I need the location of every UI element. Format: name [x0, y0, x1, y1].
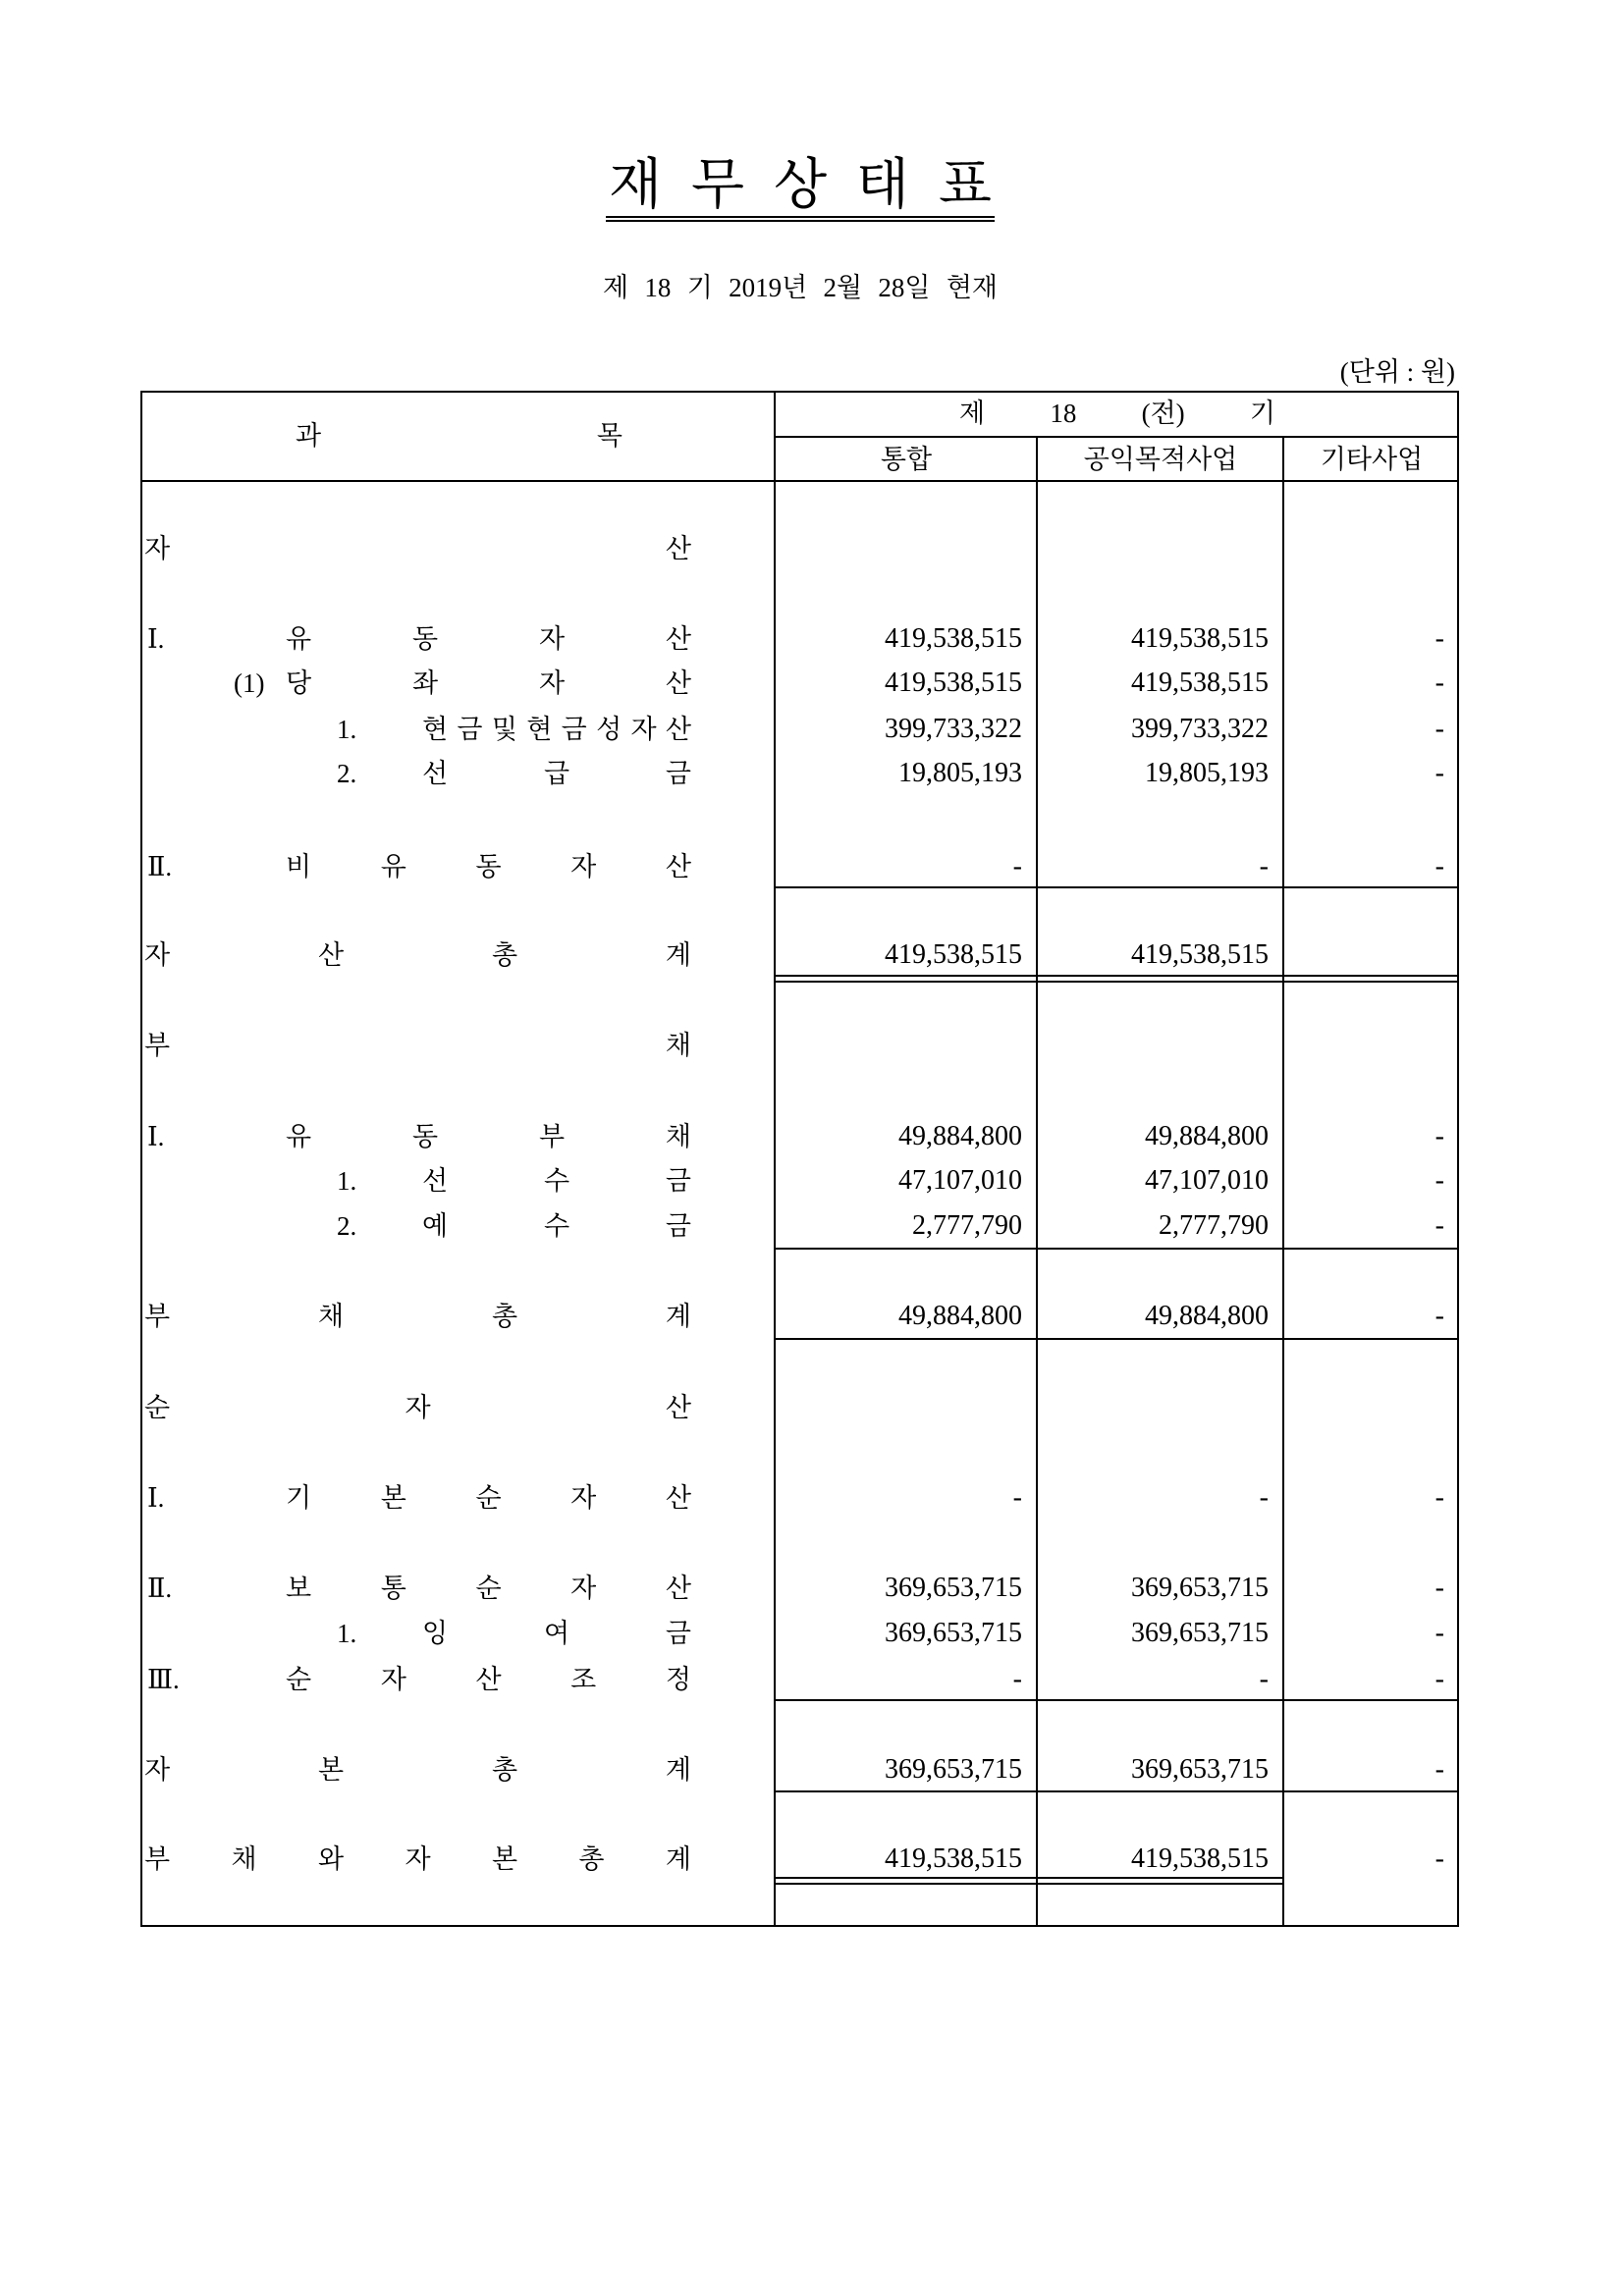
- header-period: 제 18 (전) 기: [959, 399, 1275, 428]
- grand-total-double-rule: [775, 1883, 1284, 1885]
- value-other: -: [1435, 1121, 1444, 1151]
- value-public-purpose: 2,777,790: [1159, 1210, 1269, 1241]
- value-other: -: [1435, 1482, 1444, 1513]
- value-public-purpose: 369,653,715: [1131, 1754, 1269, 1785]
- table-row: [0, 1117, 1624, 1156]
- header-column-other: 기타사업: [1320, 445, 1424, 474]
- value-public-purpose: 419,538,515: [1131, 667, 1269, 698]
- table-row: [0, 1161, 1624, 1201]
- table-row: [0, 710, 1624, 749]
- row-label: 부 채 와 자 본 총 계: [144, 1844, 691, 1874]
- value-public-purpose: -: [1259, 1664, 1269, 1694]
- value-total: 49,884,800: [898, 1301, 1022, 1331]
- row-label: 유 동 자 산: [286, 624, 691, 654]
- row-label: 순 자 산: [144, 1393, 691, 1422]
- row-label: 자 산: [144, 534, 691, 563]
- header-column-public-purpose: 공익목적사업: [1083, 445, 1238, 474]
- value-public-purpose: 49,884,800: [1145, 1121, 1269, 1151]
- header-divider: [775, 436, 1459, 438]
- value-other: -: [1435, 1210, 1444, 1241]
- table-row: [0, 1840, 1624, 1879]
- value-public-purpose: 369,653,715: [1131, 1573, 1269, 1603]
- row-label: 기 본 순 자 산: [286, 1483, 691, 1513]
- value-other: -: [1435, 1165, 1444, 1196]
- value-total: 49,884,800: [898, 1121, 1022, 1151]
- row-number: Ⅰ.: [147, 624, 165, 654]
- row-label: 자 산 총 계: [144, 940, 691, 970]
- value-total: 419,538,515: [885, 667, 1022, 698]
- value-total: 419,538,515: [885, 1843, 1022, 1874]
- document-subtitle: 제 18 기 2019년 2월 28일 현재: [603, 273, 998, 302]
- total-double-rule: [775, 975, 1459, 977]
- table-row: [0, 847, 1624, 886]
- row-number: 1.: [337, 715, 357, 744]
- row-number: 1.: [337, 1166, 357, 1196]
- table-row: [0, 1478, 1624, 1518]
- value-total: 369,653,715: [885, 1573, 1022, 1603]
- value-other: -: [1435, 1754, 1444, 1785]
- row-number: 2.: [337, 759, 357, 788]
- unit-note: (단위 : 원): [1339, 357, 1455, 387]
- table-row: [0, 754, 1624, 793]
- table-row: [0, 1026, 1624, 1065]
- value-public-purpose: 19,805,193: [1145, 758, 1269, 788]
- value-total: 419,538,515: [885, 939, 1022, 970]
- value-total: 369,653,715: [885, 1754, 1022, 1785]
- total-double-rule: [775, 981, 1459, 983]
- subtotal-rule: [775, 886, 1459, 888]
- row-label: 선 급 금: [422, 759, 691, 788]
- row-label: 자 본 총 계: [144, 1755, 691, 1785]
- table-row: [0, 935, 1624, 975]
- table-row: [0, 1297, 1624, 1336]
- row-label: 유 동 부 채: [286, 1122, 691, 1151]
- value-public-purpose: 399,733,322: [1131, 714, 1269, 744]
- value-public-purpose: 419,538,515: [1131, 939, 1269, 970]
- value-total: 19,805,193: [898, 758, 1022, 788]
- value-other: -: [1435, 1573, 1444, 1603]
- value-public-purpose: 47,107,010: [1145, 1165, 1269, 1196]
- row-number: Ⅰ.: [147, 1483, 165, 1513]
- subtotal-rule: [775, 1699, 1459, 1701]
- row-label: 보 통 순 자 산: [286, 1574, 691, 1603]
- value-other: -: [1435, 1618, 1444, 1648]
- row-label: 예 수 금: [422, 1211, 691, 1241]
- row-label: 부 채 총 계: [144, 1302, 691, 1331]
- row-number: Ⅱ.: [147, 1574, 173, 1603]
- value-total: -: [1012, 1482, 1022, 1513]
- value-total: 369,653,715: [885, 1618, 1022, 1648]
- table-row: [0, 1206, 1624, 1246]
- row-label: 순 자 산 조 정: [286, 1665, 691, 1694]
- value-total: 47,107,010: [898, 1165, 1022, 1196]
- value-other: -: [1435, 714, 1444, 744]
- header-column-total: 통합: [880, 445, 933, 474]
- row-label: 부 채: [144, 1031, 691, 1060]
- subtotal-rule: [775, 1338, 1459, 1340]
- value-public-purpose: 419,538,515: [1131, 1843, 1269, 1874]
- header-bottom-rule: [140, 480, 1459, 482]
- value-other: -: [1435, 623, 1444, 654]
- row-label: 선 수 금: [422, 1166, 691, 1196]
- value-public-purpose: -: [1259, 1482, 1269, 1513]
- row-label: 현금및현금성자산: [422, 715, 701, 744]
- value-other: -: [1435, 1664, 1444, 1694]
- row-number: Ⅱ.: [147, 852, 173, 881]
- row-label: 잉 여 금: [422, 1619, 691, 1648]
- value-other: -: [1435, 851, 1444, 881]
- value-other: -: [1435, 667, 1444, 698]
- value-public-purpose: 49,884,800: [1145, 1301, 1269, 1331]
- table-row: [0, 664, 1624, 703]
- table-row: [0, 529, 1624, 568]
- value-other: -: [1435, 1843, 1444, 1874]
- header-account: 과 목: [296, 421, 623, 451]
- value-public-purpose: -: [1259, 851, 1269, 881]
- row-label: 비 유 동 자 산: [286, 852, 691, 881]
- row-number: 1.: [337, 1619, 357, 1648]
- table-row: [0, 1388, 1624, 1427]
- table-row: [0, 1750, 1624, 1789]
- value-other: -: [1435, 1301, 1444, 1331]
- value-total: 399,733,322: [885, 714, 1022, 744]
- table-row: [0, 1660, 1624, 1699]
- table-row: [0, 1569, 1624, 1608]
- value-total: -: [1012, 851, 1022, 881]
- value-total: 419,538,515: [885, 623, 1022, 654]
- subtotal-rule: [775, 1790, 1459, 1792]
- document-title: 재 무 상 태 표: [606, 155, 995, 222]
- table-row: [0, 1614, 1624, 1653]
- row-label: 당 좌 자 산: [286, 668, 691, 698]
- value-public-purpose: 369,653,715: [1131, 1618, 1269, 1648]
- table-row: [0, 619, 1624, 659]
- row-number: Ⅲ.: [147, 1665, 180, 1694]
- row-number: (1): [234, 668, 265, 698]
- value-total: 2,777,790: [912, 1210, 1022, 1241]
- value-public-purpose: 419,538,515: [1131, 623, 1269, 654]
- row-number: Ⅰ.: [147, 1122, 165, 1151]
- value-total: -: [1012, 1664, 1022, 1694]
- row-number: 2.: [337, 1211, 357, 1241]
- value-other: -: [1435, 758, 1444, 788]
- subtotal-rule: [775, 1248, 1459, 1250]
